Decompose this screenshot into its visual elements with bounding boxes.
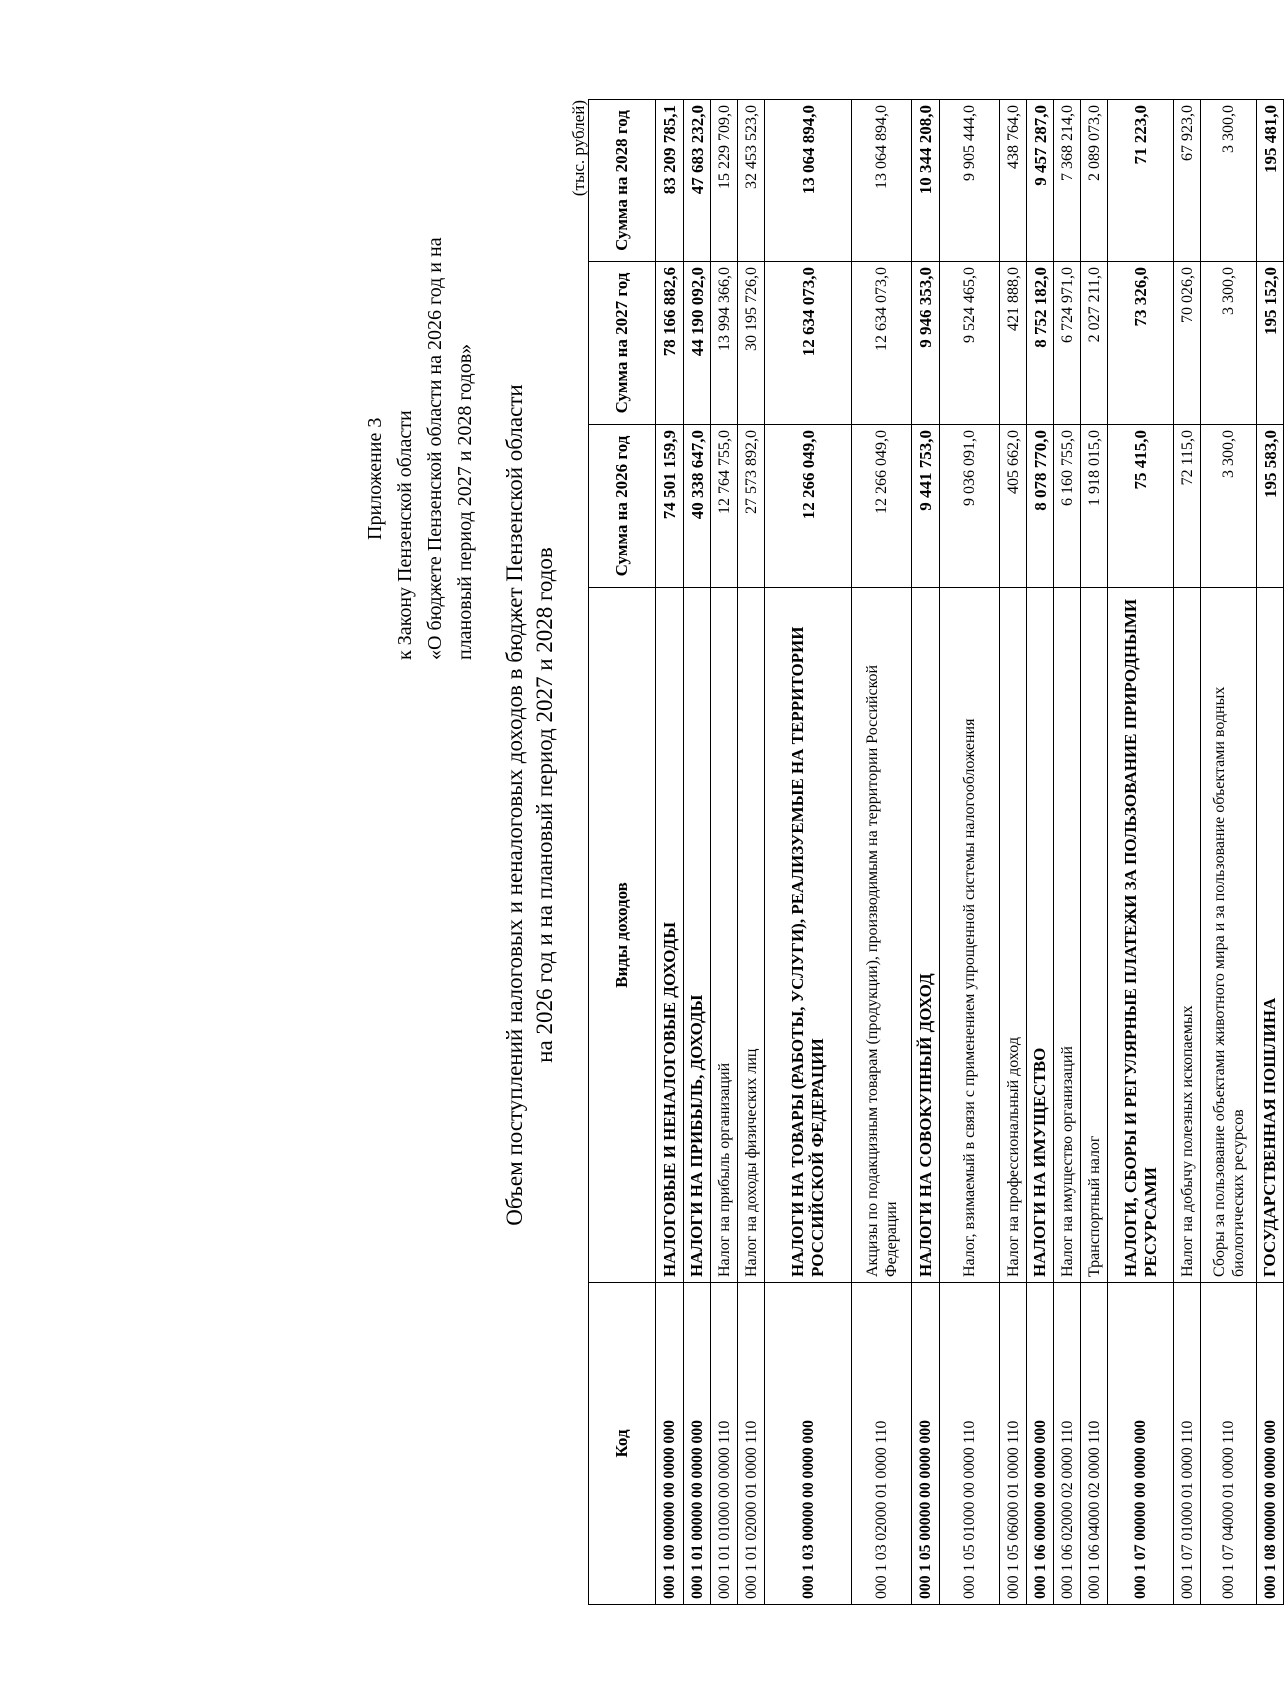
row-value-2028: 13 064 894,0 [852,100,912,262]
row-value-2027: 12 634 073,0 [765,262,852,425]
header-code: Код [589,1283,656,1605]
row-value-2028: 195 481,0 [1257,100,1284,262]
table-row [1081,100,1108,1605]
table-row [1027,100,1054,1605]
row-value-2027: 3 300,0 [1201,262,1257,425]
row-name: НАЛОГОВЫЕ И НЕНАЛОГОВЫЕ ДОХОДЫ [656,588,684,1283]
row-value-2028: 67 923,0 [1174,100,1201,262]
row-value-2027: 2 027 211,0 [1081,262,1108,425]
table-row [940,100,1000,1605]
row-name: Сборы за пользование объектами животного мира и за пользование объектами водных биологических ресурсов [1201,588,1257,1283]
row-value-2026: 75 415,0 [1108,425,1174,588]
table-row [684,100,711,1605]
table-row [852,100,912,1605]
row-code: 000 1 07 00000 00 0000 000 [1108,1283,1174,1605]
row-code: 000 1 08 00000 00 0000 000 [1257,1283,1284,1605]
row-value-2027: 9 524 465,0 [940,262,1000,425]
row-value-2027: 12 634 073,0 [852,262,912,425]
row-name: Налог на доходы физических лиц [738,588,765,1283]
row-code: 000 1 01 01000 00 0000 110 [711,1283,738,1605]
header-name: Виды доходов [589,588,656,1283]
row-name: Налог, взимаемый в связи с применением упрощенной системы налогообложения [940,588,1000,1283]
row-code: 000 1 06 00000 00 0000 000 [1027,1283,1054,1605]
row-value-2027: 9 946 353,0 [912,262,940,425]
row-value-2027: 421 888,0 [1000,262,1027,425]
table-header-row [589,100,656,1605]
table-row [912,100,940,1605]
row-code: 000 1 03 02000 01 0000 110 [852,1283,912,1605]
table-row [765,100,852,1605]
row-value-2028: 3 300,0 [1201,100,1257,262]
row-value-2026: 3 300,0 [1201,425,1257,588]
row-value-2026: 27 573 892,0 [738,425,765,588]
appendix-number: Приложение 3 [364,417,386,540]
row-value-2027: 73 326,0 [1108,262,1174,425]
row-value-2026: 1 918 015,0 [1081,425,1108,588]
revenue-table [588,99,1284,1605]
row-value-2028: 32 453 523,0 [738,100,765,262]
row-code: 000 1 06 02000 02 0000 110 [1054,1283,1081,1605]
appendix-law-period: плановый период 2027 и 2028 годов» [454,343,476,660]
row-value-2027: 78 166 882,6 [656,262,684,425]
document-title [500,100,560,1510]
header-2028: Сумма на 2028 год [589,100,656,262]
row-value-2027: 8 752 182,0 [1027,262,1054,425]
row-code: 000 1 05 06000 01 0000 110 [1000,1283,1027,1605]
rotated-page [360,100,1280,1605]
row-value-2026: 6 160 755,0 [1054,425,1081,588]
appendix-block [360,100,480,660]
row-name: НАЛОГИ НА ПРИБЫЛЬ, ДОХОДЫ [684,588,711,1283]
row-value-2028: 15 229 709,0 [711,100,738,262]
row-value-2027: 195 152,0 [1257,262,1284,425]
row-name: Акцизы по подакцизным товарам (продукции), производимым на территории Российской Федерации [852,588,912,1283]
row-code: 000 1 07 04000 01 0000 110 [1201,1283,1257,1605]
row-code: 000 1 07 01000 01 0000 110 [1174,1283,1201,1605]
row-name: НАЛОГИ НА ТОВАРЫ (РАБОТЫ, УСЛУГИ), РЕАЛИЗУЕМЫЕ НА ТЕРРИТОРИИ РОССИЙСКОЙ ФЕДЕРАЦИИ [765,588,852,1283]
row-value-2027: 13 994 366,0 [711,262,738,425]
row-value-2026: 405 662,0 [1000,425,1027,588]
row-code: 000 1 01 00000 00 0000 000 [684,1283,711,1605]
row-value-2028: 2 089 073,0 [1081,100,1108,262]
row-value-2026: 12 764 755,0 [711,425,738,588]
row-value-2027: 6 724 971,0 [1054,262,1081,425]
table-row [711,100,738,1605]
row-name: Налог на имущество организаций [1054,588,1081,1283]
document-title-line-2: на 2026 год и на плановый период 2027 и 2028 годов [532,547,557,1063]
row-value-2028: 7 368 214,0 [1054,100,1081,262]
row-code: 000 1 00 00000 00 0000 000 [656,1283,684,1605]
row-value-2028: 71 223,0 [1108,100,1174,262]
row-name: НАЛОГИ НА СОВОКУПНЫЙ ДОХОД [912,588,940,1283]
table-row [1108,100,1174,1605]
row-value-2028: 9 905 444,0 [940,100,1000,262]
row-code: 000 1 01 02000 01 0000 110 [738,1283,765,1605]
table-row [656,100,684,1605]
table-row [1054,100,1081,1605]
row-value-2027: 70 026,0 [1174,262,1201,425]
row-value-2027: 44 190 092,0 [684,262,711,425]
appendix-law-ref: к Закону Пензенской области [394,410,416,660]
row-name: Налог на добычу полезных ископаемых [1174,588,1201,1283]
row-value-2026: 12 266 049,0 [765,425,852,588]
header-2026: Сумма на 2026 год [589,425,656,588]
row-value-2026: 9 036 091,0 [940,425,1000,588]
table-row [1201,100,1257,1605]
header-2027: Сумма на 2027 год [589,262,656,425]
row-value-2026: 9 441 753,0 [912,425,940,588]
row-code: 000 1 05 01000 00 0000 110 [940,1283,1000,1605]
row-code: 000 1 06 04000 02 0000 110 [1081,1283,1108,1605]
row-value-2026: 40 338 647,0 [684,425,711,588]
row-value-2026: 12 266 049,0 [852,425,912,588]
row-value-2028: 47 683 232,0 [684,100,711,262]
row-value-2026: 195 583,0 [1257,425,1284,588]
row-value-2028: 10 344 208,0 [912,100,940,262]
row-name: НАЛОГИ, СБОРЫ И РЕГУЛЯРНЫЕ ПЛАТЕЖИ ЗА ПОЛЬЗОВАНИЕ ПРИРОДНЫМИ РЕСУРСАМИ [1108,588,1174,1283]
row-value-2028: 83 209 785,1 [656,100,684,262]
appendix-law-title: «О бюджете Пензенской области на 2026 год и на [424,237,446,660]
table-row [1000,100,1027,1605]
row-value-2028: 438 764,0 [1000,100,1027,262]
row-value-2027: 30 195 726,0 [738,262,765,425]
row-name: Транспортный налог [1081,588,1108,1283]
row-code: 000 1 03 00000 00 0000 000 [765,1283,852,1605]
row-name: Налог на профессиональный доход [1000,588,1027,1283]
row-name: Налог на прибыль организаций [711,588,738,1283]
row-value-2026: 74 501 159,9 [656,425,684,588]
document-title-line-1: Объем поступлений налоговых и неналоговых доходов в бюджет Пензенской области [502,384,527,1226]
row-code: 000 1 05 00000 00 0000 000 [912,1283,940,1605]
row-value-2026: 72 115,0 [1174,425,1201,588]
row-value-2028: 13 064 894,0 [765,100,852,262]
row-value-2026: 8 078 770,0 [1027,425,1054,588]
table-row [1174,100,1201,1605]
row-name: НАЛОГИ НА ИМУЩЕСТВО [1027,588,1054,1283]
units-note: (тыс. рублей) [569,100,588,197]
row-value-2028: 9 457 287,0 [1027,100,1054,262]
table-row [1257,100,1284,1605]
row-name: ГОСУДАРСТВЕННАЯ ПОШЛИНА [1257,588,1284,1283]
table-row [738,100,765,1605]
